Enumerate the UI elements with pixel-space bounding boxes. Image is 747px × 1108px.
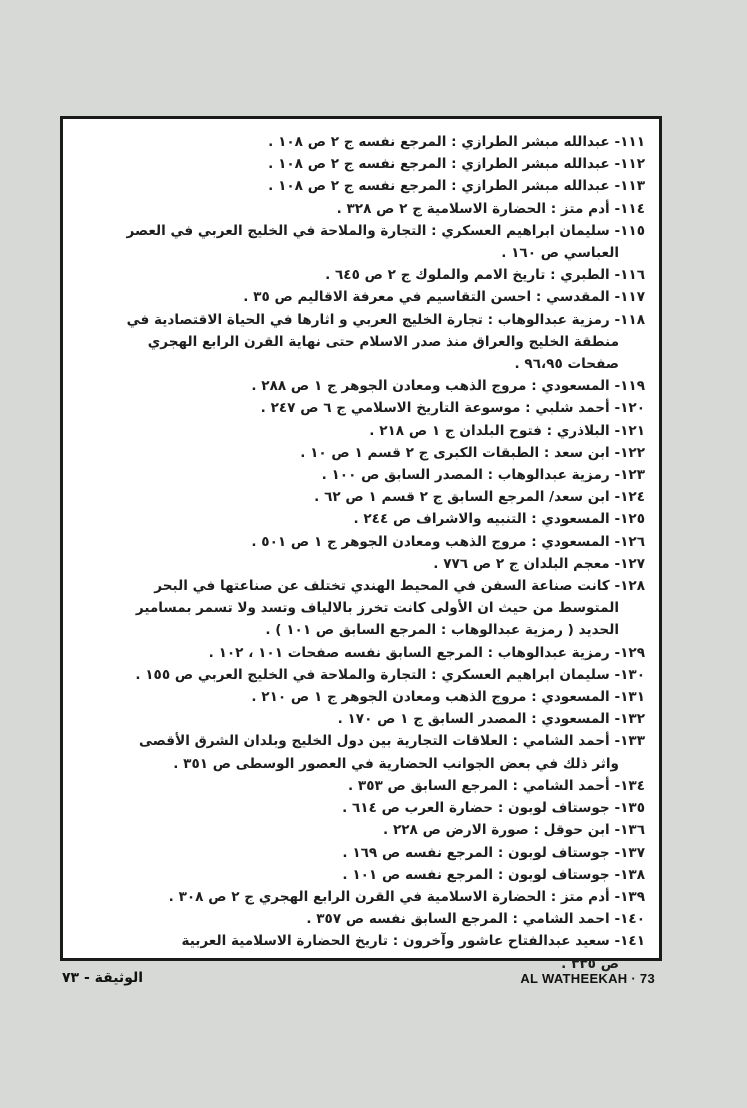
endnote-line: ١١٥- سليمان ابراهيم العسكري : التجارة والملاحة في الخليج العربي في العصر <box>126 222 645 239</box>
endnote-item <box>97 642 645 664</box>
endnote-continuation-line: واثر ذلك في بعض الجوانب الحضارية في العصور الوسطى ص ٣٥١ . <box>173 755 619 772</box>
notes-frame <box>60 116 662 972</box>
endnote-line: ١٢٧- معجم البلدان ج ٢ ص ٧٧٦ . <box>433 555 645 572</box>
endnote-item <box>97 775 645 797</box>
endnote-item <box>97 553 645 575</box>
endnote-line: ١٣٦- ابن حوقل : صورة الارض ص ٢٢٨ . <box>383 822 645 839</box>
endnote-item <box>97 397 645 419</box>
endnote-item <box>97 797 645 819</box>
endnote-item <box>97 508 645 530</box>
endnote-continuation-line: ص ٣٣٥ . <box>561 955 619 972</box>
endnote-continuation-line: منطقة الخليج والعراق منذ صدر الاسلام حتى نهاية القرن الرابع الهجري <box>147 333 619 350</box>
endnote-line: ١٣٤- أحمد الشامي : المرجع السابق ص ٣٥٣ . <box>348 777 645 794</box>
endnote-line: ١٣٣- أحمد الشامي : العلاقات التجارية بين دول الخليج وبلدان الشرق الأقصى <box>139 733 645 750</box>
endnote-line: ١٣٠- سليمان ابراهيم العسكري : التجارة والملاحة في الخليج العربي ص ١٥٥ . <box>135 666 645 683</box>
endnote-line: ١٣١- المسعودي : مروج الذهب ومعادن الجوهر ج ١ ص ٢١٠ . <box>251 689 645 706</box>
endnote-item <box>97 264 645 286</box>
endnote-item <box>97 375 645 397</box>
endnote-line: ١٣٢- المسعودي : المصدر السابق ج ١ ص ١٧٠ . <box>337 711 645 728</box>
endnote-item <box>97 486 645 508</box>
endnote-line: ١٢٠- أحمد شلبي : موسوعة التاريخ الاسلامي ج ٦ ص ٢٤٧ . <box>260 400 645 417</box>
endnote-line: ١٢٣- رمزية عبدالوهاب : المصدر السابق ص ١٠٠ . <box>321 467 645 484</box>
endnote-line: ١٣٥- جوستاف لوبون : حضارة العرب ص ٦١٤ . <box>342 800 645 817</box>
endnote-continuation-line: الحديد ( رمزية عبدالوهاب : المرجع السابق ص ١٠١ ) . <box>265 622 619 639</box>
endnote-item <box>97 153 645 175</box>
endnotes-list <box>97 131 645 975</box>
endnote-item <box>97 864 645 886</box>
endnote-line: ١٢٩- رمزية عبدالوهاب : المرجع السابق نفسه صفحات ١٠١ ، ١٠٢ . <box>208 644 645 661</box>
endnote-line: ١٤٠- احمد الشامي : المرجع السابق نفسه ص ٣٥٧ . <box>306 911 645 928</box>
endnote-line: ١٢٤- ابن سعد/ المرجع السابق ج ٢ قسم ١ ص ٦٢ . <box>314 489 645 506</box>
endnote-line: ١١٧- المقدسي : احسن التقاسيم في معرفة الاقاليم ص ٣٥ . <box>243 289 645 306</box>
endnote-line: ١٢٦- المسعودي : مروج الذهب ومعادن الجوهر ج ١ ص ٥٠١ . <box>251 533 645 550</box>
endnote-line: ١٢٢- ابن سعد : الطبقات الكبرى ج ٢ قسم ١ ص ١٠ . <box>300 444 645 461</box>
endnote-line: ١٢٨- كانت صناعة السفن في المحيط الهندي تختلف عن صناعتها في البحر <box>154 578 645 595</box>
endnote-line: ١١٣- عبدالله مبشر الطرازي : المرجع نفسه ج ٢ ص ١٠٨ . <box>268 178 645 195</box>
endnote-item <box>97 131 645 153</box>
endnote-item <box>97 220 645 264</box>
endnote-continuation-line: العباسي ص ١٦٠ . <box>501 245 619 262</box>
footer-latin-page-label: AL WATHEEKAH · 73 <box>520 971 655 986</box>
endnote-line: ١١٤- أدم متز : الحضارة الاسلامية ج ٢ ص ٣٢٨ . <box>336 200 645 217</box>
endnote-continuation-line: المتوسط من حيث ان الأولى كانت تخرز بالالياف وتسد ولا تسمر بمسامير <box>135 600 619 617</box>
endnote-continuation-line: صفحات ٩٦،٩٥ . <box>514 356 619 373</box>
endnote-item <box>97 842 645 864</box>
endnote-item <box>97 198 645 220</box>
endnote-item <box>97 708 645 730</box>
endnote-item <box>97 664 645 686</box>
endnote-line: ١١٦- الطبري : تاريخ الامم والملوك ج ٢ ص ٦٤٥ . <box>325 267 645 284</box>
endnote-line: ١٤١- سعيد عبدالفتاح عاشور وآخرون : تاريخ الحضارة الاسلامية العربية <box>181 933 645 950</box>
endnote-item <box>97 531 645 553</box>
endnote-item <box>97 686 645 708</box>
endnote-line: ١١١- عبدالله مبشر الطرازي : المرجع نفسه ج ٢ ص ١٠٨ . <box>268 134 645 150</box>
endnote-item <box>97 286 645 308</box>
endnote-line: ١١٩- المسعودي : مروج الذهب ومعادن الجوهر ج ١ ص ٢٨٨ . <box>251 378 645 395</box>
endnote-item <box>97 175 645 197</box>
footer-arabic-page-label: الوثيقة - ٧٣ <box>62 970 144 986</box>
endnote-item <box>97 930 645 974</box>
endnote-line: ١٢١- البلاذري : فتوح البلدان ج ١ ص ٢١٨ . <box>369 422 645 439</box>
endnote-item <box>97 730 645 774</box>
endnote-item <box>97 420 645 442</box>
endnote-item <box>97 442 645 464</box>
endnote-line: ١٢٥- المسعودي : التنبيه والاشراف ص ٢٤٤ . <box>353 511 645 528</box>
endnote-item <box>97 908 645 930</box>
endnote-item <box>97 464 645 486</box>
endnote-line: ١١٨- رمزية عبدالوهاب : تجارة الخليج العربي و اثارها في الحياة الاقتصادية في <box>126 311 645 328</box>
endnote-line: ١٣٨- جوستاف لوبون : المرجع نفسه ص ١٠١ . <box>342 866 645 883</box>
endnote-item <box>97 886 645 908</box>
endnote-item <box>97 819 645 841</box>
endnote-item <box>97 309 645 376</box>
endnote-line: ١٣٧- جوستاف لوبون : المرجع نفسه ص ١٦٩ . <box>342 844 645 861</box>
endnote-item <box>97 575 645 642</box>
endnote-line: ١١٢- عبدالله مبشر الطرازي : المرجع نفسه ج ٢ ص ١٠٨ . <box>268 156 645 173</box>
endnote-line: ١٣٩- أدم متز : الحضارة الاسلامية في القرن الرابع الهجري ج ٢ ص ٣٠٨ . <box>168 888 645 905</box>
